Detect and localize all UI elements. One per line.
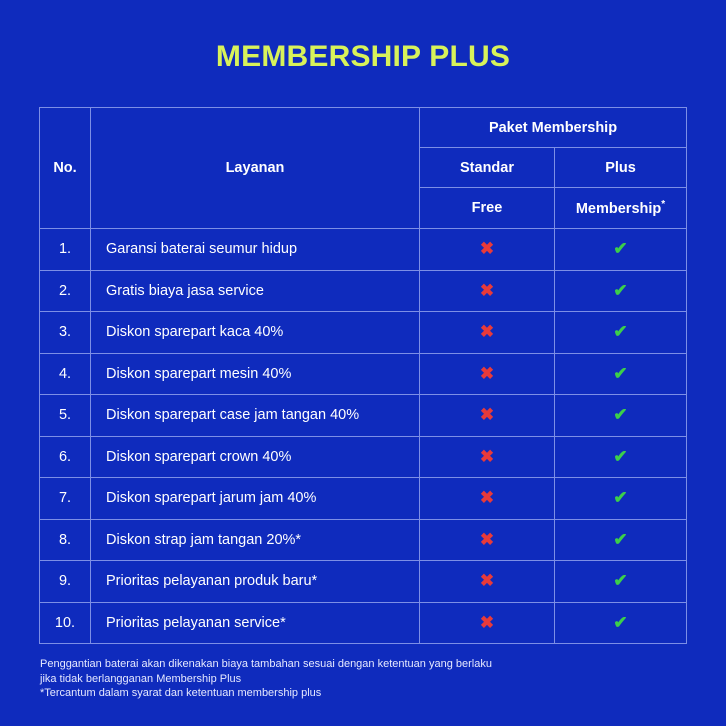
row-service: Diskon sparepart case jam tangan 40% — [91, 395, 420, 437]
row-service: Diskon sparepart crown 40% — [91, 436, 420, 478]
check-icon: ✔ — [555, 436, 687, 478]
check-icon: ✔ — [555, 561, 687, 603]
row-service: Diskon sparepart kaca 40% — [91, 312, 420, 354]
cross-icon: ✖ — [420, 602, 555, 644]
row-service: Gratis biaya jasa service — [91, 270, 420, 312]
table-row — [40, 395, 687, 437]
row-service: Garansi baterai seumur hidup — [91, 229, 420, 271]
cross-icon: ✖ — [420, 312, 555, 354]
check-icon: ✔ — [555, 353, 687, 395]
cross-icon: ✖ — [420, 478, 555, 520]
row-number: 8. — [40, 519, 91, 561]
row-service: Prioritas pelayanan service* — [91, 602, 420, 644]
row-number: 10. — [40, 602, 91, 644]
cross-icon: ✖ — [420, 436, 555, 478]
row-service: Diskon strap jam tangan 20%* — [91, 519, 420, 561]
cross-icon: ✖ — [420, 395, 555, 437]
check-icon: ✔ — [555, 478, 687, 520]
row-number: 1. — [40, 229, 91, 271]
table-row — [40, 602, 687, 644]
header-paket: Paket Membership — [420, 108, 687, 148]
footnote-line-3: *Tercantum dalam syarat dan ketentuan membership plus — [40, 687, 322, 699]
header-membership-mark: * — [661, 199, 666, 211]
table-row — [40, 436, 687, 478]
table-row — [40, 353, 687, 395]
cross-icon: ✖ — [420, 353, 555, 395]
table-row — [40, 478, 687, 520]
row-number: 7. — [40, 478, 91, 520]
check-icon: ✔ — [555, 270, 687, 312]
row-number: 6. — [40, 436, 91, 478]
row-service: Diskon sparepart mesin 40% — [91, 353, 420, 395]
row-number: 3. — [40, 312, 91, 354]
row-number: 2. — [40, 270, 91, 312]
check-icon: ✔ — [555, 395, 687, 437]
header-membership — [555, 188, 687, 229]
header-no: No. — [40, 108, 91, 229]
footnotes — [40, 657, 690, 701]
cross-icon: ✖ — [420, 519, 555, 561]
check-icon: ✔ — [555, 519, 687, 561]
row-service: Diskon sparepart jarum jam 40% — [91, 478, 420, 520]
membership-table — [39, 107, 687, 644]
footnote-line-2: jika tidak berlangganan Membership Plus — [40, 672, 242, 685]
table-row — [40, 519, 687, 561]
row-number: 4. — [40, 353, 91, 395]
table-row — [40, 561, 687, 603]
row-number: 9. — [40, 561, 91, 603]
table-row — [40, 312, 687, 354]
page-title: MEMBERSHIP PLUS — [215, 40, 511, 73]
header-plus: Plus — [555, 148, 687, 188]
table-row — [40, 270, 687, 312]
footnote-line-1: Penggantian baterai akan dikenakan biaya tambahan sesuai dengan ketentuan yang berlaku — [40, 658, 492, 670]
header-layanan: Layanan — [91, 108, 420, 229]
check-icon: ✔ — [555, 312, 687, 354]
table-row — [40, 229, 687, 271]
header-membership-label: Membership — [575, 200, 662, 217]
cross-icon: ✖ — [420, 229, 555, 271]
cross-icon: ✖ — [420, 270, 555, 312]
check-icon: ✔ — [555, 602, 687, 644]
cross-icon: ✖ — [420, 561, 555, 603]
row-number: 5. — [40, 395, 91, 437]
header-standar: Standar — [420, 148, 555, 188]
header-free: Free — [420, 188, 555, 229]
row-service: Prioritas pelayanan produk baru* — [91, 561, 420, 603]
check-icon: ✔ — [555, 229, 687, 271]
